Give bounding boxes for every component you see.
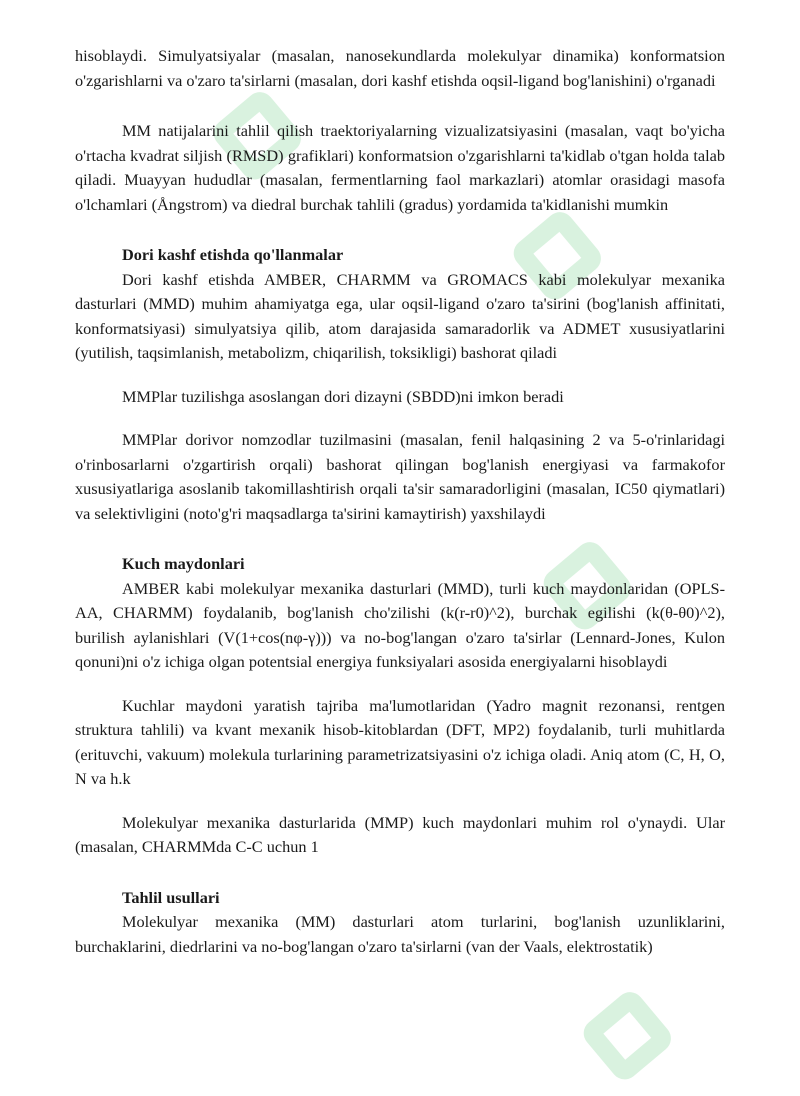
watermark-icon [578,986,677,1085]
paragraph: MMPlar dorivor nomzodlar tuzilmasini (masalan, fenil halqasining 2 va 5-o'rinlaridagi o'rinbosarlarni o'zgartirish orqali) bashorat qilingan bog'lanish energiyasi va farmakofor xususiyatlariga asoslanib takomillashtirish orqali ta'sir samaradorligini (masalan, IC50 qiymatlari) va selektivligini (noto'g'ri maqsadlarga ta'sirini kamaytirish) yaxshilaydi [75,430,725,523]
paragraph: MM natijalarini tahlil qilish traektoriyalarning vizualizatsiyasini (masalan, vaqt bo'yicha o'rtacha kvadrat siljish (RMSD) grafiklari) konformatsion o'zgarishlarni ta'kidlab o'tgan holda talab qiladi. Muayyan hududlar (masalan, fermentlarning faol markazlari) atomlar orasidagi masofa o'lchamlari (Ångstrom) va diedral burchak tahlili (gradus) yordamida ta'kidlanishi mumkin [75,121,725,214]
paragraph: AMBER kabi molekulyar mexanika dasturlari (MMD), turli kuch maydonlaridan (OPLS-AA, CHARMM) foydalanib, bog'lanish cho'zilishi (k(r-r0)^2), burchak egilishi (k(θ-θ0)^2), burilish aylanishlari (V(1+cos(nφ-γ))) va no-bog'langan o'zaro ta'sirlar (Lennard-Jones, Kulon qonuni)ni o'z ichiga olgan potentsial energiya funksiyalari asosida energiyalarni hisoblaydi [75,578,725,671]
paragraph: MMPlar tuzilishga asoslangan dori dizayni (SBDD)ni imkon beradi [122,386,564,406]
paragraph: hisoblaydi. Simulyatsiyalar (masalan, nanosekundlarda molekulyar dinamika) konformatsion o'zgarishlarni va o'zaro ta'sirlarni (masalan, dori kashf etishda oqsil-ligand bog'lanishini) o'rganadi [75,46,725,90]
watermark-logo [560,959,693,1096]
paragraph: Molekulyar mexanika dasturlarida (MMP) kuch maydonlari muhim rol o'ynaydi. Ular (masalan, CHARMMda C-C uchun 1 [75,812,725,856]
document-page [75,44,725,959]
paragraph: Kuchlar maydoni yaratish tajriba ma'lumotlaridan (Yadro magnit rezonansi, rentgen struktura tahlili) va kvant mexanik hisob-kitoblardan (DFT, MP2) foydalanib, turli muhitlarda (erituvchi, vakuum) molekula turlarining parametrizatsiyasini o'z ichiga oladi. Aniq atom (C, H, O, N va h.k [75,695,725,788]
section-heading: Tahlil usullari [122,887,220,907]
section-heading: Dori kashf etishda qo'llanmalar [122,245,344,264]
paragraph: Dori kashf etishda AMBER, CHARMM va GROMACS kabi molekulyar mexanika dasturlari (MMD) muhim ahamiyatga ega, ular oqsil-ligand o'zaro ta'sirini (bog'lanish affinitati, konformatsiyasi) simulyatsiya qilib, atom darajasida samaradorlik va ADMET xususiyatlarini (yutilish, taqsimlanish, metabolizm, chiqarilish, toksikligi) bashorat qiladi [75,269,725,362]
paragraph: Molekulyar mexanika (MM) dasturlari atom turlarini, bog'lanish uzunliklarini, burchaklarini, diedrlarini va no-bog'langan o'zaro ta'sirlarni (van der Vaals, elektrostatik) [75,912,725,956]
section-heading: Kuch maydonlari [122,554,245,573]
